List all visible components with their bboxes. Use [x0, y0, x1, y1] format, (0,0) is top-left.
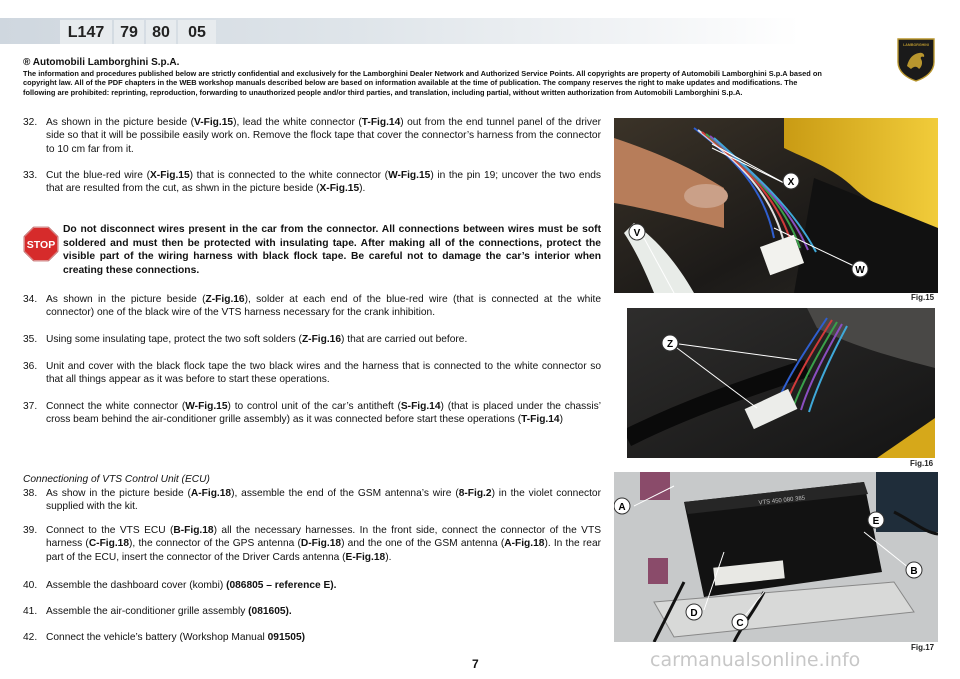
step-reference: S-Fig.14 — [400, 401, 441, 412]
step-text — [46, 293, 601, 320]
step-reference: T-Fig.14 — [361, 117, 401, 128]
step-text-run: ) all the necessary harnesses. In the front side, connect the connector of the VTS harness ( — [46, 525, 601, 550]
step-reference: A-Fig.18 — [504, 538, 545, 550]
figure-17-label: Fig.17 — [911, 643, 935, 652]
watermark: carmanualsonline.info — [650, 649, 861, 671]
figure-16-label: Fig.16 — [910, 459, 934, 468]
svg-text:A: A — [618, 502, 626, 513]
step-40: 40. Assemble the dashboard cover (kombi) (086805 – reference E). — [23, 579, 601, 592]
step-42: 42. Connect the vehicle’s battery (Workshop Manual 091505) — [23, 631, 601, 644]
step-reference: D-Fig.18 — [300, 538, 342, 550]
step-text-run: ) out from the end tunnel panel of the driver side so that it will be possibile easily work on. Remove the flock tape that cover the connector’s harness from the connector to 10 cm far from it. — [46, 117, 602, 155]
step-reference: Z-Fig.16 — [301, 334, 342, 345]
copyright-notice — [23, 57, 828, 97]
step-text-run: Cut the blue-red wire ( — [46, 170, 151, 181]
warning-box — [23, 223, 601, 277]
page-header — [0, 0, 960, 45]
figure-17-photo — [614, 472, 938, 642]
step-reference: V-Fig.15 — [193, 117, 234, 128]
doc-code-rev: 05 — [188, 24, 206, 41]
doc-code-sub: 80 — [152, 24, 170, 41]
step-text — [46, 169, 601, 196]
step-text-run: ) (that is placed under the chassis’ cross beam behind the air-conditioner grille assembly) as it was connected before start these operations ( — [46, 401, 601, 426]
step-text-run: ) in the pin 19; uncover the two ends that are resulted from the cut, as shwn in the picture beside ( — [46, 170, 601, 195]
figure-16-photo — [627, 308, 935, 458]
step-text-run: As shown in the picture beside ( — [46, 294, 206, 305]
step-text — [46, 631, 601, 644]
svg-text:W: W — [855, 265, 865, 276]
step-text-run: Unit and cover with the black flock tape the two black wires and the harness that is connected to the white connector so that all things appear as it was before to start these operations. — [46, 361, 601, 386]
step-text — [46, 579, 601, 592]
warning-text: Do not disconnect wires present in the car from the connector. All connections between wires must be soft soldered and must then be protected with insulating tape. After making all of the connections, protect the visible part of the wiring harness with black flock tape. Be careful not to damage the car’s interior when creating these connections. — [63, 224, 601, 276]
step-text-run: ) in the violet connector supplied with the kit. — [46, 488, 601, 513]
vts-ecu-photo — [614, 472, 938, 642]
step-text-run: Connect to the VTS ECU ( — [46, 525, 174, 536]
step-reference: 8-Fig.2 — [458, 488, 492, 499]
step-text-run: ), solder at each end of the blue-red wire (that is connected at the white connector) one of the black wire of the VTS harness necessary for the crank inhibition. — [46, 294, 602, 319]
step-text-run: ), the connector of the GPS antenna ( — [129, 538, 301, 550]
step-reference: A-Fig.18 — [190, 488, 232, 499]
step-33: 33. Cut the blue-red wire (X-Fig.15) that is connected to the white connector (W-Fig.15) in the pin 19; uncover the two ends that are resulted from the cut, as shwn in the picture beside (X-Fig.15). — [23, 170, 601, 195]
step-38: 38. As show in the picture beside (A-Fig.18), assemble the end of the GSM antenna’s wire (8-Fig.2) in the violet connector supplied with the kit. — [23, 488, 601, 513]
soldered-wires-photo — [627, 308, 935, 458]
wiring-harness-photo — [614, 118, 938, 293]
step-text — [46, 400, 601, 427]
svg-text:LAMBORGHINI: LAMBORGHINI — [903, 43, 929, 47]
step-text-run: ) that is connected to the white connector ( — [189, 170, 389, 181]
step-reference: 091505) — [267, 632, 305, 643]
step-34: 34. As shown in the picture beside (Z-Fig.16), solder at each end of the blue-red wire (that is connected at the white connector) one of the black wire of the VTS harness necessary for the crank inhibition. — [23, 294, 602, 319]
step-text-run: ). — [385, 551, 392, 563]
step-reference: W-Fig.15 — [388, 170, 431, 181]
lamborghini-logo — [895, 36, 937, 82]
step-text — [46, 360, 601, 387]
step-text-run: As show in the picture beside ( — [46, 488, 191, 499]
step-text-run: ). In the rear part of the ECU, insert the connector of the Driver Cards antenna ( — [46, 538, 602, 563]
page-number: 7 — [472, 657, 479, 671]
doc-code-model: L147 — [67, 24, 105, 41]
step-reference: W-Fig.15 — [185, 401, 228, 412]
doc-code-group: 79 — [120, 24, 138, 41]
step-text — [46, 487, 601, 514]
step-39: 39. Connect to the VTS ECU (B-Fig.18) all the necessary harnesses. In the front side, connect the connector of the VTS harness (C-Fig.18), the connector of the GPS antenna (D-Fig.18) and the one of the GSM antenna (A-Fig.18). In the rear part of the ECU, insert the connector of the Driver Cards antenna (E-Fig.18). — [23, 525, 602, 563]
step-reference: (081605). — [248, 606, 292, 617]
step-37: 37. Connect the white connector (W-Fig.15) to control unit of the car’s antitheft (S-Fig.14) (that is placed under the chassis’ cross beam behind the air-conditioner grille assembly) as it was connected before start these operations (T-Fig.14) — [23, 401, 601, 426]
step-35: 35. Using some insulating tape, protect the two soft solders (Z-Fig.16) that are carried out before. — [23, 333, 601, 346]
svg-text:E: E — [872, 516, 880, 527]
stop-icon — [23, 226, 59, 262]
step-text-run: ) — [559, 414, 563, 426]
step-36: 36. Unit and cover with the black flock tape the two black wires and the harness that is connected to the white connector so that all things appear as it was before to start these operations. — [23, 361, 601, 386]
step-32: 32. As shown in the picture beside (V-Fig.15), lead the white connector (T-Fig.14) out from the end tunnel panel of the driver side so that it will be possibile easily work on. Remove the flock tape that cover the connector’s harness from the connector to 10 cm far from it. — [23, 117, 602, 155]
figure-15-label: Fig.15 — [911, 293, 935, 302]
step-text-run: Assemble the dashboard cover (kombi) — [46, 580, 227, 591]
step-reference: (086805 – reference E). — [226, 580, 337, 591]
step-reference: Z-Fig.16 — [205, 294, 245, 305]
section-title: Connectioning of VTS Control Unit (ECU) — [23, 474, 210, 485]
svg-text:V: V — [633, 228, 641, 239]
step-41: 41. Assemble the air-conditioner grille assembly (081605). — [23, 605, 601, 618]
step-text-run: ) to control unit of the car’s antitheft ( — [227, 401, 401, 412]
step-text-run: ), lead the white connector ( — [233, 117, 362, 128]
svg-text:Z: Z — [666, 339, 674, 350]
step-text-run: Assemble the air-conditioner grille assembly — [46, 606, 249, 617]
step-text-run: ), assemble the end of the GSM antenna’s wire ( — [231, 488, 459, 499]
step-reference: E-Fig.18 — [345, 551, 386, 563]
step-text — [46, 116, 601, 156]
step-reference: X-Fig.15 — [319, 183, 360, 195]
step-text-run: ). — [359, 183, 366, 195]
copyright-title: ® Automobili Lamborghini S.p.A. — [23, 57, 180, 68]
step-text-run: ) that are carried out before. — [341, 334, 468, 345]
step-text-run: ) and the one of the GSM antenna ( — [341, 538, 505, 550]
step-text — [46, 524, 601, 564]
figure-15-photo — [614, 118, 938, 293]
svg-text:D: D — [690, 608, 698, 619]
step-text-run: Connect the vehicle’s battery (Workshop Manual — [46, 632, 268, 643]
step-text — [46, 605, 601, 618]
step-reference: T-Fig.14 — [521, 414, 560, 426]
copyright-text: The information and procedures published below are strictly confidential and exclusively for the Lamborghini Dealer Network and Authorized Service Points. All copyrights are property of Automobili Lamborghini S.p.A based on copyright law. All of the PDF chapters in the WEB workshop manuals described below are based on information available at the time of publication. The company reserves the right to make updates and modifications. The following are prohibited: reprinting, reproduction, forwarding to unauthorized people and/or third parties, and translation, including partial, without written authorization from Automobili Lamborghini S.p.A. — [23, 69, 822, 97]
step-text — [46, 333, 601, 346]
svg-text:VTS 450 080 385: VTS 450 080 385 — [758, 495, 806, 507]
svg-text:X: X — [787, 177, 795, 188]
step-reference: B-Fig.18 — [173, 525, 214, 536]
step-reference: C-Fig.18 — [88, 538, 130, 550]
svg-text:B: B — [910, 566, 918, 577]
svg-text:STOP: STOP — [26, 239, 56, 251]
step-text-run: As shown in the picture beside ( — [46, 117, 194, 128]
step-text-run: Connect the white connector ( — [46, 401, 186, 412]
step-reference: X-Fig.15 — [150, 170, 190, 181]
step-text-run: Using some insulating tape, protect the two soft solders ( — [46, 334, 302, 345]
svg-text:C: C — [736, 618, 744, 629]
